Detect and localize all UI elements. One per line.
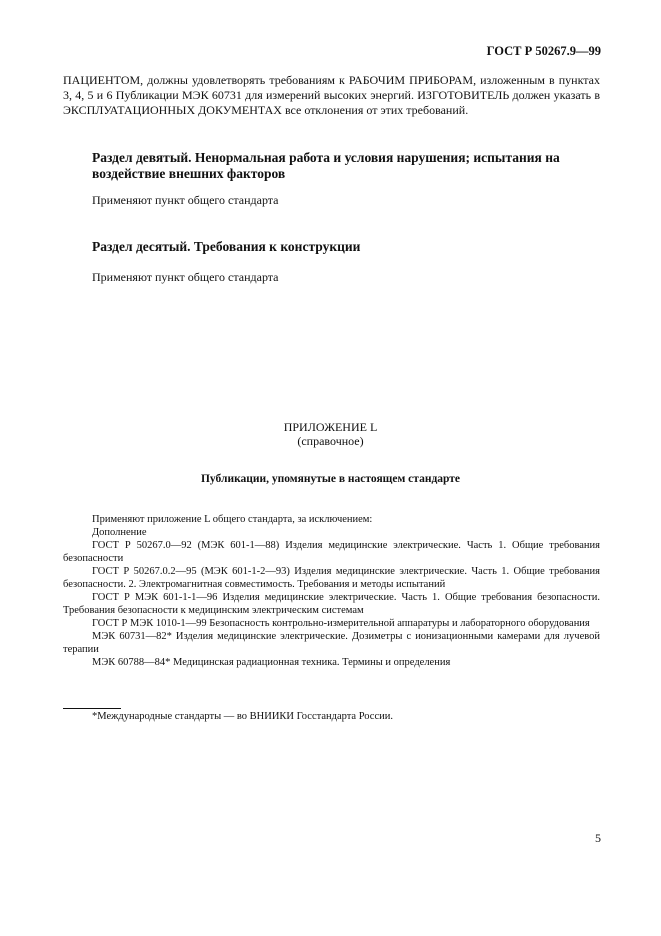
- reference-item: ГОСТ Р 50267.0—92 (МЭК 601-1—88) Изделия медицинские электрические. Часть 1. Общие требования безопасности: [63, 540, 600, 564]
- appendix-title: ПРИЛОЖЕНИЕ L: [283, 420, 378, 434]
- footnote-divider: [63, 708, 121, 709]
- footnote-text: *Международные стандарты — во ВНИИКИ Госстандарта России.: [92, 711, 393, 722]
- reference-item: ГОСТ Р МЭК 601-1-1—96 Изделия медицинские электрические. Часть 1. Общие требования безопасности. Требования безопасности к медицинским электрическим системам: [63, 592, 600, 616]
- page-number: 5: [595, 831, 601, 845]
- reference-item: ГОСТ Р МЭК 1010-1—99 Безопасность контрольно-измерительной аппаратуры и лабораторного оборудования: [92, 618, 590, 629]
- reference-item: МЭК 60731—82* Изделия медицинские электрические. Дозиметры с ионизационными камерами для лучевой терапии: [63, 631, 600, 655]
- section10-title: Раздел десятый. Требования к конструкции: [92, 239, 361, 254]
- section10-text: Применяют пункт общего стандарта: [92, 270, 279, 284]
- appendix-title-block: [0, 420, 661, 448]
- appendix-subtitle: (справочное): [297, 434, 364, 448]
- references-addition-label: Дополнение: [92, 527, 147, 538]
- reference-item: МЭК 60788—84* Медицинская радиационная техника. Термины и определения: [92, 657, 451, 668]
- intro-paragraph: [63, 73, 600, 118]
- appendix-heading: Публикации, упомянутые в настоящем стандарте: [200, 473, 461, 485]
- intro-text: ПАЦИЕНТОМ, должны удовлетворять требованиям к РАБОЧИМ ПРИБОРАМ, изложенным в пунктах 3, 4, 5 и 6 Публикации МЭК 60731 для измерений высоких энергий. ИЗГОТОВИТЕЛЬ должен указать в ЭКСПЛУАТАЦИОННЫХ ДОКУМЕНТАХ все отклонения от этих требований.: [63, 73, 600, 117]
- references-intro: Применяют приложение L общего стандарта, за исключением:: [92, 514, 373, 525]
- reference-item: ГОСТ Р 50267.0.2—95 (МЭК 601-1-2—93) Изделия медицинские электрические. Часть 1. Общие требования безопасности. 2. Электромагнитная совместимость. Требования и методы испытаний: [63, 566, 600, 590]
- page-header-standard-code: ГОСТ Р 50267.9—99: [486, 44, 601, 58]
- references-list: [63, 513, 600, 669]
- section9-text: Применяют пункт общего стандарта: [92, 193, 279, 207]
- section9-title: Раздел девятый. Ненормальная работа и условия нарушения; испытания на воздействие внешних факторов: [92, 150, 560, 181]
